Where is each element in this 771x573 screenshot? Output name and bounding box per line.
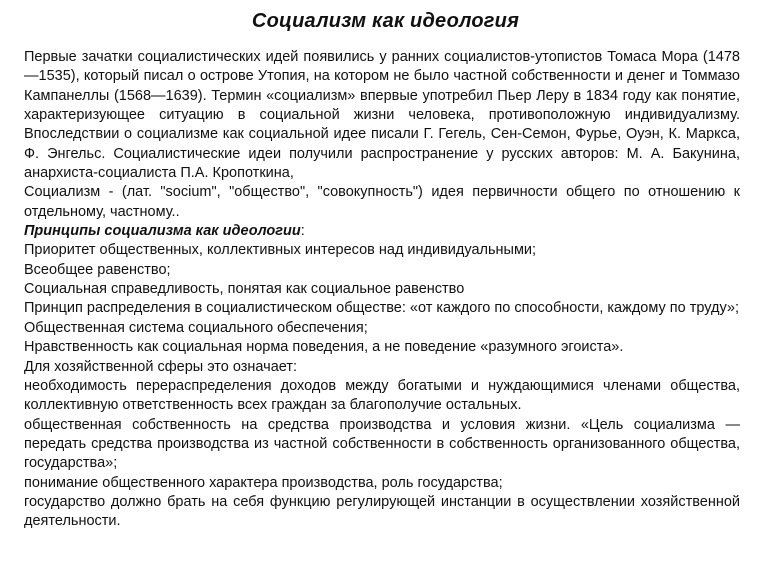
economy-item: необходимость перераспределения доходов между богатыми и нуждающимися членами общества, коллективную ответственность всех граждан за благополучие остальных.	[24, 377, 740, 414]
economy-intro: Для хозяйственной сферы это означает:	[24, 358, 298, 375]
principle-item: Всеобщее равенство;	[24, 261, 171, 278]
slide-body	[24, 48, 740, 532]
economy-item: государство должно брать на себя функцию регулирующей инстанции в осуществлении хозяйственной деятельности.	[24, 493, 740, 530]
principle-item: Общественная система социального обеспечения;	[24, 319, 368, 336]
economy-item: общественная собственность на средства производства и условия жизни. «Цель социализма — передать средства производства из частной собственности в собственность организованного общества, государства»;	[24, 416, 740, 472]
principles-heading-colon: :	[300, 223, 305, 240]
principle-item: Принцип распределения в социалистическом обществе: «от каждого по способности, каждому по труду»;	[24, 300, 739, 317]
definition-paragraph: Социализм - (лат. "socium", "общество", "совокупность") идея первичности общего по отношению к отдельному, частному..	[24, 184, 740, 220]
principle-item: Нравственность как социальная норма поведения, а не поведение «разумного эгоиста».	[24, 339, 624, 356]
principles-heading-line	[24, 222, 740, 241]
principle-item: Приоритет общественных, коллективных интересов над индивидуальными;	[24, 242, 537, 259]
principles-heading: Принципы социализма как идеологии	[24, 223, 301, 240]
principle-item: Социальная справедливость, понятая как социальное равенство	[24, 281, 465, 298]
intro-paragraph: Первые зачатки социалистических идей появились у ранних социалистов-утопистов Томаса Мора (1478—1535), который писал о острове Утопия, на котором не было частной собственности и денег и Томмазо Кампанеллы (1568—1639). Термин «социализм» впервые употребил Пьер Леру в 1834 году как понятие, характеризующее ситуацию в социальной жизни человека, противоположную индивидуализму. Впоследствии о социализме как социальной идее писали Г. Гегель, Сен-Семон, Фурье, Оуэн, К. Маркса, Ф. Энгельс. Социалистические идеи получили распространение у русских авторов: М. А. Бакунина, анархиста-социалиста П.А. Кропоткина,	[24, 49, 740, 182]
slide-title: Социализм как идеология	[251, 10, 520, 32]
economy-item: понимание общественного характера производства, роль государства;	[24, 474, 503, 491]
